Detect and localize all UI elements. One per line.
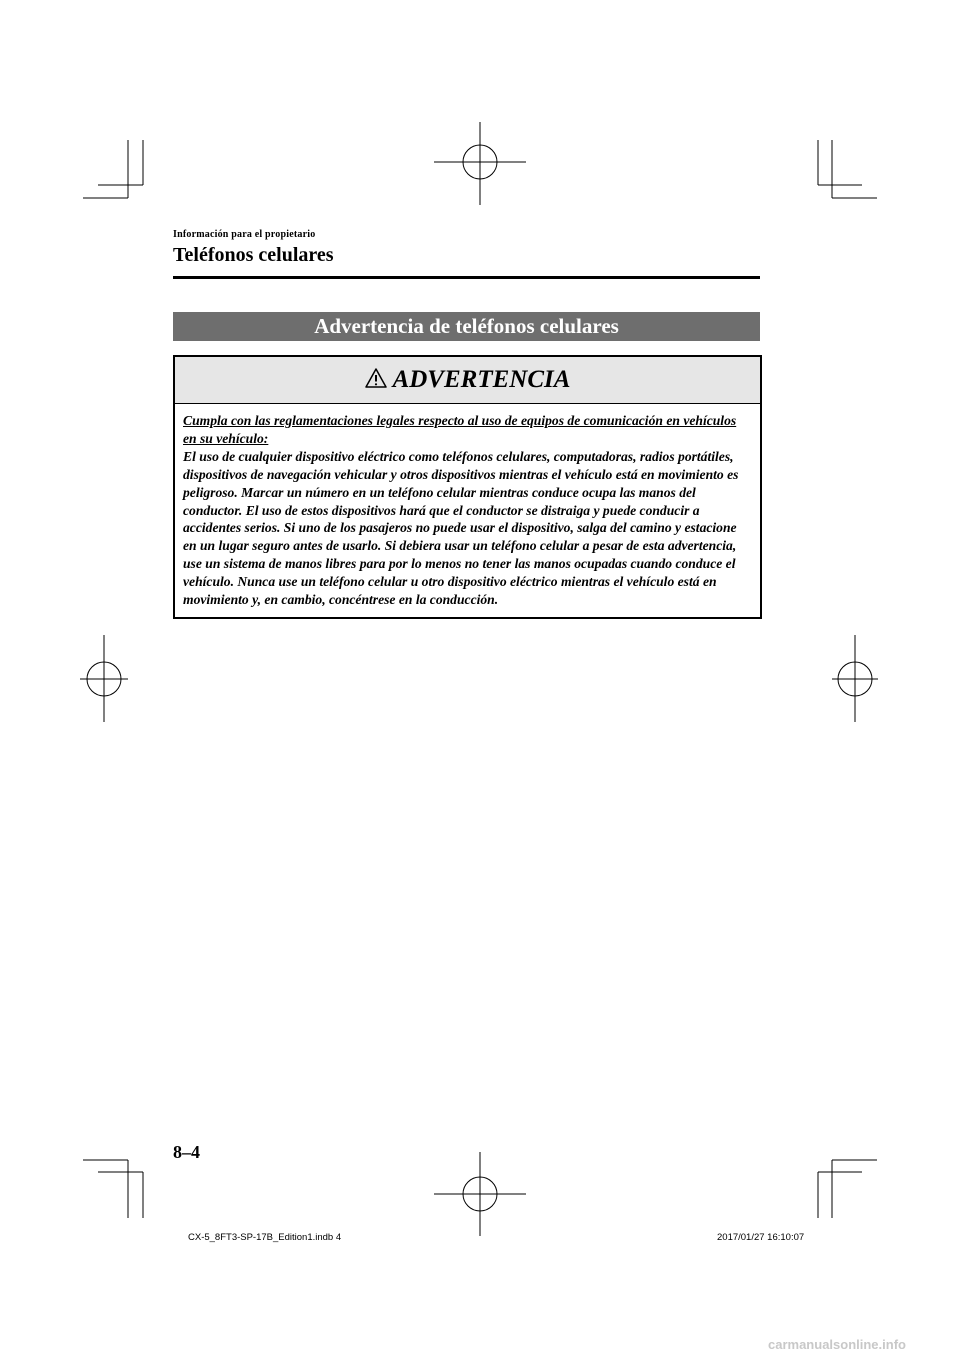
chapter-title: Teléfonos celulares — [173, 244, 334, 266]
warning-lead: Cumpla con las reglamentaciones legales respecto al uso de equipos de comunicación en vehículos en su vehículo: — [183, 413, 737, 446]
warning-text: El uso de cualquier dispositivo eléctrico como teléfonos celulares, computadoras, radios portátiles, dispositivos de navegación vehicular y otros dispositivos mientras el vehículo está en movimiento es peligroso. Marcar un número en un teléfono celular mientras conduce ocupa las manos del conductor. El uso de estos dispositivos hará que el conductor se distraiga y puede conducir a accidentes serios. Si uno de los pasajeros no puede usar el dispositivo, salga del camino y estacione en un lugar seguro antes de usarlo. Si debiera usar un teléfono celular a pesar de esta advertencia, use un sistema de manos libres para por lo menos no tener las manos ocupadas cuando conduce el vehículo. Nunca use un teléfono celular u otro dispositivo eléctrico mientras el vehículo está en movimiento y, en cambio, concéntrese en la conducción. — [183, 448, 739, 608]
page-number: 8–4 — [173, 1142, 200, 1162]
breadcrumb: Información para el propietario — [173, 229, 316, 240]
print-date-info: 2017/01/27 16:10:07 — [717, 1232, 805, 1243]
warning-box — [173, 355, 762, 619]
title-divider — [173, 276, 760, 279]
warning-title: ADVERTENCIA — [392, 366, 571, 393]
watermark: carmanualsonline.info — [768, 1337, 906, 1352]
section-banner: Advertencia de teléfonos celulares — [173, 312, 760, 341]
warning-body — [175, 404, 760, 617]
warning-header — [175, 357, 760, 404]
warning-triangle-icon — [365, 368, 387, 393]
print-file-info: CX-5_8FT3-SP-17B_Edition1.indb 4 — [188, 1232, 342, 1243]
